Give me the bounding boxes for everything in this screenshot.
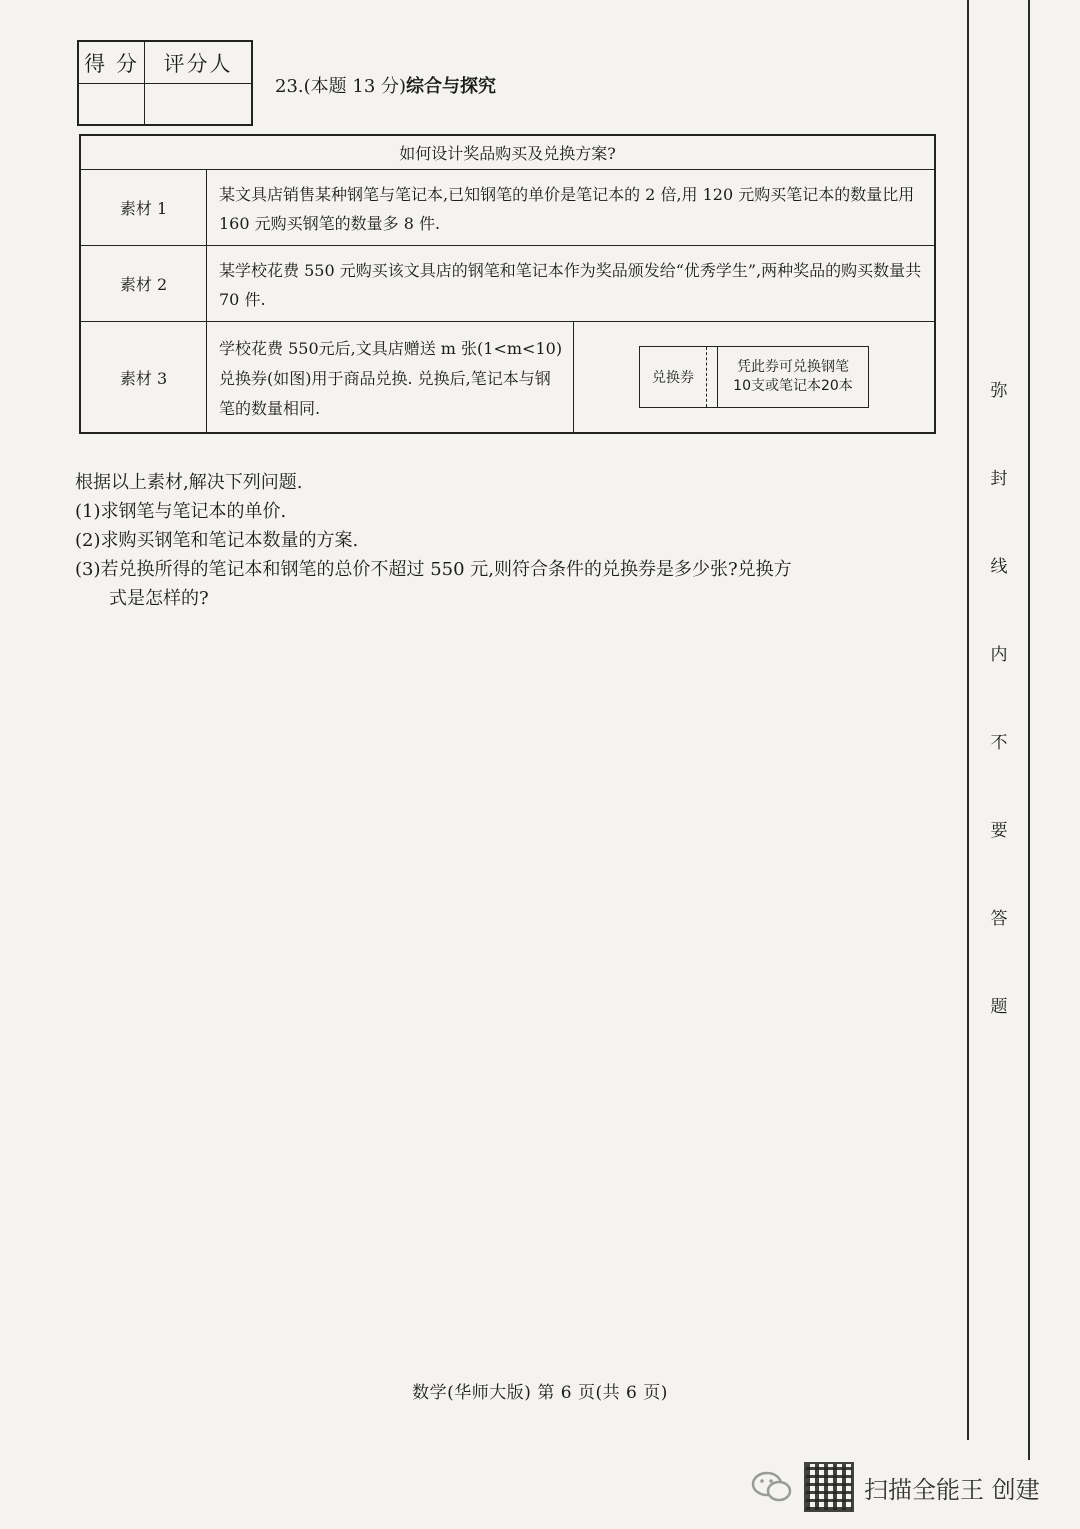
question-points: (本题 13 分) — [303, 76, 407, 97]
question-number: 23. — [275, 76, 304, 97]
coupon-line: 凭此券可兑换钢笔 — [737, 359, 849, 375]
material-label: 素材 2 — [81, 246, 207, 321]
coupon-line: 10支或笔记本20本 — [733, 378, 853, 394]
coupon-perforation — [707, 347, 718, 407]
grader-label: 评分人 — [145, 42, 251, 84]
question-title — [275, 72, 496, 98]
material-row — [81, 246, 934, 322]
material-label: 素材 3 — [81, 322, 207, 432]
coupon-figure — [639, 346, 869, 408]
binding-char: 内 — [990, 645, 1008, 665]
score-cell — [79, 84, 145, 124]
wechat-icon — [750, 1470, 794, 1504]
question-heading: 综合与探究 — [406, 76, 497, 97]
sub-questions — [75, 468, 955, 613]
material-label: 素材 1 — [81, 170, 207, 245]
binding-char: 答 — [990, 909, 1008, 929]
qr-code-icon — [804, 1462, 854, 1512]
binding-char: 弥 — [990, 381, 1008, 401]
watermark — [750, 1462, 1040, 1512]
binding-line — [1028, 0, 1030, 1460]
binding-char: 不 — [990, 733, 1008, 753]
binding-char: 要 — [990, 821, 1008, 841]
sub-question-3-cont: 式是怎样的? — [109, 588, 209, 609]
sub-question-2: (2)求购买钢笔和笔记本数量的方案. — [75, 530, 359, 551]
binding-char: 线 — [990, 557, 1008, 577]
material-row — [81, 170, 934, 246]
material-row — [81, 322, 934, 432]
material-text: 某学校花费 550 元购买该文具店的钢笔和笔记本作为奖品颁发给“优秀学生”,两种奖品的购买数量共 70 件. — [219, 261, 922, 309]
grader-cell — [145, 84, 251, 124]
binding-char: 题 — [990, 997, 1008, 1017]
sub-question-1: (1)求钢笔与笔记本的单价. — [75, 501, 287, 522]
watermark-text: 扫描全能王 创建 — [864, 1475, 1040, 1504]
material-text: 学校花费 550元后,文具店赠送 m 张(1<m<10)兑换券(如图)用于商品兑换. 兑换后,笔记本与钢笔的数量相同. — [219, 339, 563, 418]
score-box — [77, 40, 253, 126]
binding-char: 封 — [990, 469, 1008, 489]
questions-intro: 根据以上素材,解决下列问题. — [75, 472, 303, 493]
coupon-stub: 兑换券 — [640, 347, 707, 407]
cell-divider — [573, 322, 574, 432]
score-label: 得 分 — [79, 42, 145, 84]
binding-margin-text — [984, 376, 1014, 1080]
coupon-body — [718, 347, 868, 407]
binding-line — [967, 0, 969, 1440]
materials-table — [79, 134, 936, 434]
material-text: 某文具店销售某种钢笔与笔记本,已知钢笔的单价是笔记本的 2 倍,用 120 元购买笔记本的数量比用 160 元购买钢笔的数量多 8 件. — [219, 185, 915, 233]
materials-header: 如何设计奖品购买及兑换方案? — [81, 136, 934, 170]
page-footer: 数学(华师大版) 第 6 页(共 6 页) — [412, 1383, 668, 1403]
sub-question-3: (3)若兑换所得的笔记本和钢笔的总价不超过 550 元,则符合条件的兑换券是多少张?兑换方 — [75, 559, 792, 580]
